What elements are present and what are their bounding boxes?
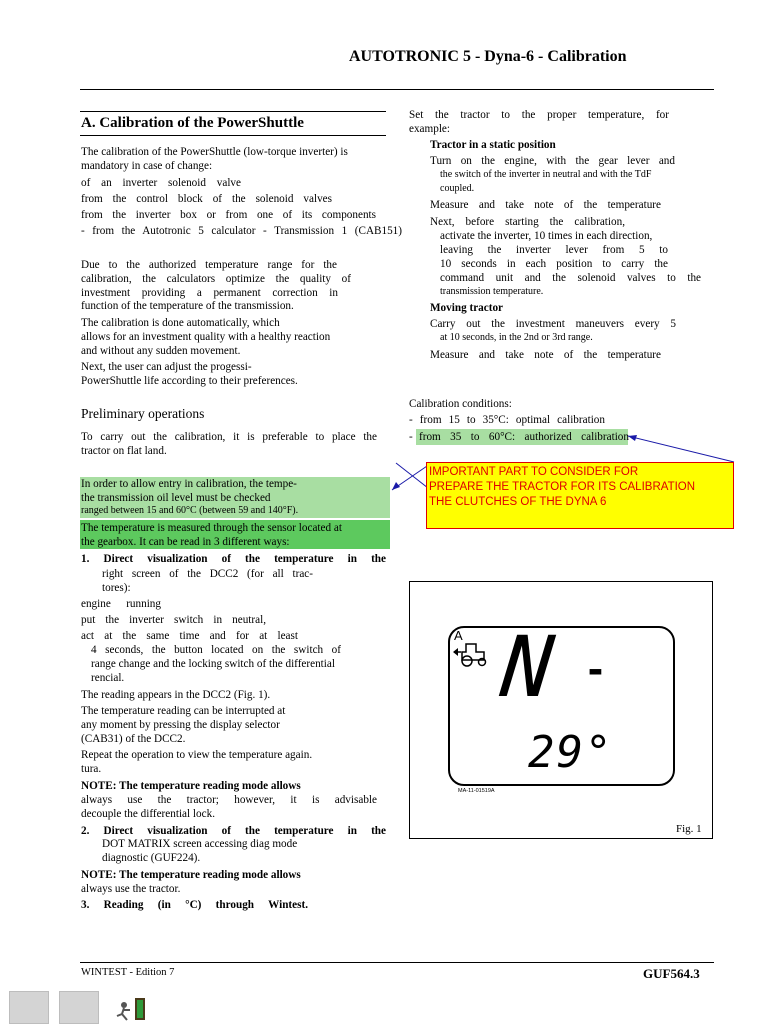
exit-button[interactable]: [111, 996, 151, 1024]
highlight-line: the transmission oil level must be checked: [81, 492, 271, 504]
repeat-line: tura.: [81, 763, 102, 775]
highlight-line: In order to allow entry in calibration, the tempe-: [81, 478, 297, 490]
step-line: range change and the locking switch of the differential: [91, 658, 335, 670]
nav-button-2[interactable]: [59, 991, 99, 1024]
page-title: AUTOTRONIC 5 - Dyna-6 - Calibration: [349, 48, 627, 65]
step-line: engine running: [81, 598, 161, 610]
condition-dash: -: [409, 431, 413, 443]
highlight-line: The temperature is measured through the sensor located at: [81, 522, 342, 534]
section-rule-bottom: [80, 135, 386, 136]
list-item-heading: 2. Direct visualization of the temperature in the: [81, 825, 386, 837]
measure-line: Measure and take note of the temperature: [430, 349, 661, 361]
para-line: allows for an investment quality with a healthy reaction: [81, 331, 331, 343]
next-line: command unit and the solenoid valves to the: [440, 272, 701, 284]
important-callout: [426, 462, 734, 529]
intro-line: The calibration of the PowerShuttle (low-torque inverter) is: [81, 146, 348, 158]
para-line: and without any sudden movement.: [81, 345, 241, 357]
footer-edition: WINTEST - Edition 7: [81, 967, 175, 978]
note-line: always use the tractor.: [81, 883, 181, 895]
static-line: Turn on the engine, with the gear lever and: [430, 155, 675, 167]
nav-button-1[interactable]: [9, 991, 49, 1024]
prelim-line: tractor on flat land.: [81, 445, 167, 457]
figure-caption: Fig. 1: [676, 823, 702, 835]
list-item-line: right screen of the DCC2 (for all trac-: [102, 568, 313, 580]
note-line: decouple the differential lock.: [81, 808, 215, 820]
gear-character: N: [496, 618, 554, 716]
para-line: calibration, the calculators optimize the quality of: [81, 273, 351, 285]
figure-1: [409, 581, 713, 839]
set-temp-line: example:: [409, 123, 451, 135]
exit-icon: [111, 996, 151, 1024]
condition-line: - from 15 to 35°C: optimal calibration: [409, 414, 605, 426]
para-line: PowerShuttle life according to their preferences.: [81, 375, 298, 387]
conditions-heading: Calibration conditions:: [409, 398, 512, 410]
callout-line: IMPORTANT PART TO CONSIDER FOR: [429, 466, 639, 478]
display-letter: A: [454, 628, 463, 643]
condition-line: from 35 to 60°C: authorized calibration: [419, 431, 629, 443]
figure-code: MA-11-01519A: [458, 788, 495, 794]
callout-line: THE CLUTCHES OF THE DYNA 6: [429, 496, 607, 508]
para-line: Next, the user can adjust the progessi-: [81, 361, 252, 373]
intro-line: from the control block of the solenoid valves: [81, 193, 332, 205]
intro-line: - from the Autotronic 5 calculator - Transmission 1 (CAB151): [81, 225, 402, 237]
static-line: coupled.: [440, 183, 475, 194]
next-line: Next, before starting the calibration,: [430, 216, 625, 228]
step-line: rencial.: [91, 672, 125, 684]
note-heading: NOTE: The temperature reading mode allows: [81, 869, 301, 881]
moving-heading: Moving tractor: [430, 302, 504, 314]
next-line: 10 seconds in each position to carry the: [440, 258, 668, 270]
para-line: investment providing a permanent correction in: [81, 287, 338, 299]
highlight-line: ranged between 15 and 60°C (between 59 and 140°F).: [81, 505, 299, 516]
para-line: The calibration is done automatically, which: [81, 317, 280, 329]
step-line: 4 seconds, the button located on the switch of: [91, 644, 341, 656]
reading-line: The reading appears in the DCC2 (Fig. 1).: [81, 689, 271, 701]
moving-line: Carry out the investment maneuvers every 5: [430, 318, 676, 330]
note-line: always use the tractor; however, it is advisable: [81, 794, 377, 806]
next-line: leaving the inverter lever from 5 to: [440, 244, 668, 256]
list-item-line: tores):: [102, 582, 131, 594]
step-line: put the inverter switch in neutral,: [81, 614, 266, 626]
temperature-readout: 29°: [528, 727, 614, 778]
static-line: the switch of the inverter in neutral and with the TdF: [440, 169, 652, 180]
section-rule-top: [80, 111, 386, 112]
intro-line: from the inverter box or from one of its components: [81, 209, 376, 221]
list-item-heading: 1. Direct visualization of the temperature in the: [81, 553, 386, 565]
repeat-line: Repeat the operation to view the temperature again.: [81, 749, 313, 761]
tractor-icon: [452, 638, 496, 668]
set-temp-line: Set the tractor to the proper temperature, for: [409, 109, 669, 121]
moving-line: at 10 seconds, in the 2nd or 3rd range.: [440, 332, 593, 343]
para-line: Due to the authorized temperature range for the: [81, 259, 337, 271]
footer-rule: [80, 962, 714, 963]
static-heading: Tractor in a static position: [430, 139, 556, 151]
interrupt-line: any moment by pressing the display selector: [81, 719, 280, 731]
next-line: transmission temperature.: [440, 286, 544, 297]
list-item-line: diagnostic (GUF224).: [102, 852, 201, 864]
highlight-line: the gearbox. It can be read in 3 different ways:: [81, 536, 290, 548]
section-title: A. Calibration of the PowerShuttle: [81, 115, 304, 131]
para-line: function of the temperature of the transmission.: [81, 300, 294, 312]
measure-line: Measure and take note of the temperature: [430, 199, 661, 211]
list-item-heading: 3. Reading (in °C) through Wintest.: [81, 899, 308, 911]
interrupt-line: (CAB31) of the DCC2.: [81, 733, 186, 745]
interrupt-line: The temperature reading can be interrupted at: [81, 705, 286, 717]
header-rule: [80, 89, 714, 90]
intro-line: of an inverter solenoid valve: [81, 177, 241, 189]
callout-line: PREPARE THE TRACTOR FOR ITS CALIBRATION: [429, 481, 696, 493]
intro-line: mandatory in case of change:: [81, 160, 213, 172]
note-heading: NOTE: The temperature reading mode allows: [81, 780, 301, 792]
list-item-line: DOT MATRIX screen accessing diag mode: [102, 838, 298, 850]
next-line: activate the inverter, 10 times in each direction,: [440, 230, 653, 242]
prelim-line: To carry out the calibration, it is preferable to place the: [81, 431, 377, 443]
subheading: Preliminary operations: [81, 406, 205, 421]
step-line: act at the same time and for at least: [81, 630, 298, 642]
gear-suffix: -: [584, 648, 607, 692]
footer-page-code: GUF564.3: [643, 966, 700, 981]
